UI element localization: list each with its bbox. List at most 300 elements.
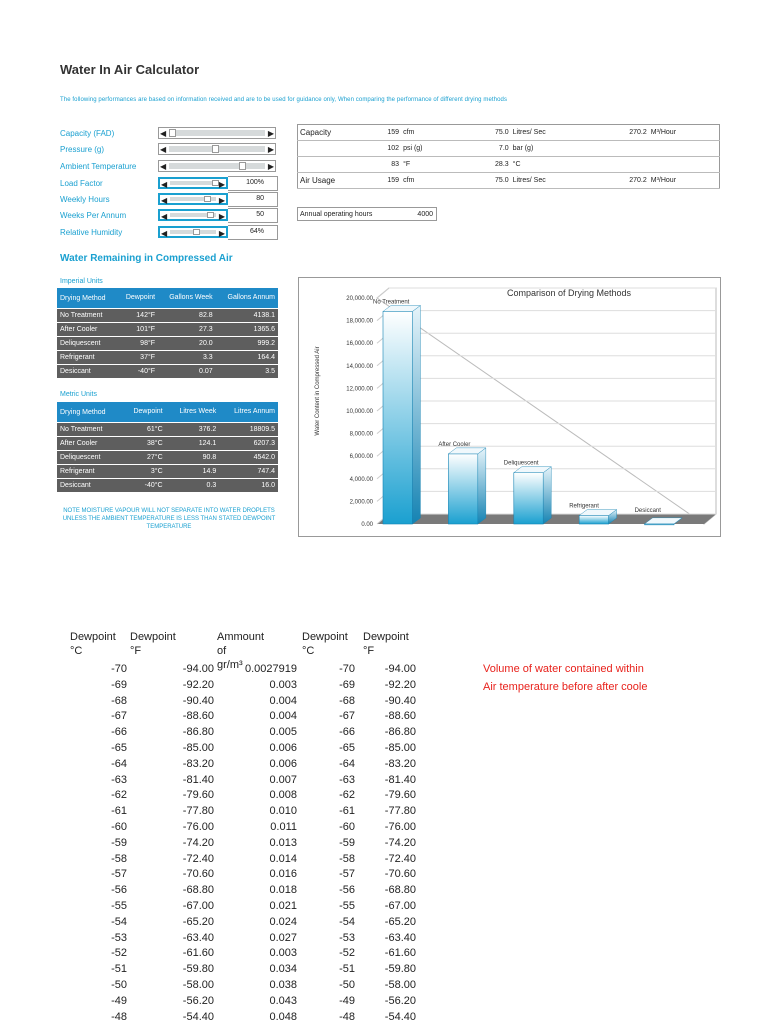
data-cell: 0.014 [269,852,297,865]
data-header-unit: °F [363,645,375,657]
conversion-cell [649,141,720,157]
data-column-header [70,630,116,658]
conversion-cell: 7.0 [460,141,510,157]
slider-thumb[interactable] [212,145,219,153]
units-header: Litres Week [166,402,220,423]
data-cell: -68 [111,694,127,707]
data-cell: -50 [111,979,127,991]
data-cell: -63 [111,773,127,786]
data-cell: -76.00 [384,821,416,833]
conversion-cell [649,157,720,173]
conversion-cell [298,141,369,157]
conversion-cell: 75.0 [460,125,510,141]
units-cell: 98°F [117,337,158,351]
control-label: Pressure (g) [60,145,105,154]
page-title: Water In Air Calculator [60,62,200,77]
slider-thumb[interactable] [169,129,176,137]
chart-bar [383,311,412,524]
arrow-right-icon[interactable]: ▶ [218,196,225,205]
data-cell: -70.60 [182,868,214,881]
data-header-line: Dewpoint [130,631,176,643]
data-cell: -79.60 [182,789,214,802]
data-cell: -86.80 [384,726,416,739]
units-cell: 20.0 [158,337,216,351]
chart-y-tick: 12,000.00 [346,386,373,393]
data-cell: -55 [111,900,127,912]
data-cell: -56.20 [384,994,416,1007]
data-cell: -64 [339,757,355,770]
control-label: Weekly Hours [60,195,110,204]
data-cell: -60 [339,821,355,833]
chart-bar-side [478,448,486,524]
arrow-left-icon[interactable]: ◀ [161,196,168,205]
imperial-label: Imperial Units [60,278,103,285]
units-cell: 18809.5 [219,423,278,437]
table-row [57,465,278,479]
data-cell: -88.60 [182,710,214,723]
control-slider[interactable] [158,160,276,172]
data-cell: -59 [111,836,127,849]
red-note-line-2: Air temperature before after coole [483,681,648,693]
units-cell: 376.2 [166,423,220,437]
units-header: Gallons Week [158,288,216,309]
control-value: 64% [249,228,264,235]
data-cell: -51 [111,963,127,976]
data-cell: -53 [339,931,355,944]
data-cell: -52 [339,947,355,960]
data-cell: -72.40 [384,852,416,865]
annual-hours-value: 4000 [417,211,433,218]
units-cell: -40°C [122,479,166,493]
red-note-line-1: Volume of water contained within [483,663,644,675]
data-cell: -79.60 [384,789,416,802]
data-cell: -54 [111,915,127,928]
data-cell: -94.00 [182,663,214,675]
units-cell: After Cooler [57,437,122,451]
data-cell: -66 [111,726,127,739]
units-cell: 27.3 [158,323,216,337]
data-cell: -58.00 [182,979,214,991]
units-cell: No Treatment [57,423,122,437]
conversion-grid [297,124,720,189]
conversion-cell: Air Usage [298,173,369,189]
dewpoint-note: NOTE MOISTURE VAPOUR WILL NOT SEPARATE INTO WATER DROPLETS UNLESS THE AMBIENT TEMPERATURE IS LESS THAN STATED DEWPOINT TEMPERATURE [62,508,276,530]
data-cell: -65.20 [384,915,416,928]
units-header: Litres Annum [219,402,278,423]
data-cell: -51 [339,963,355,976]
conversion-cell [298,157,369,173]
units-cell: Deliquescent [57,451,122,465]
data-column-header [130,630,176,658]
control-label: Capacity (FAD) [60,129,115,138]
data-cell: -83.20 [182,757,214,770]
units-header: Gallons Annum [216,288,278,309]
data-cell: -90.40 [182,694,214,707]
control-slider[interactable] [158,209,228,221]
data-cell: -88.60 [384,710,416,723]
table-row [57,351,278,365]
data-cell: -90.40 [384,694,416,707]
data-header-line: Ammount of [217,631,265,657]
control-value: 50 [256,211,264,218]
conversion-cell: 159 [368,173,401,189]
data-cell: -58.00 [384,979,416,991]
units-cell: No Treatment [57,309,117,323]
section-title: Water Remaining in Compressed Air [60,253,233,264]
conversion-cell: cfm [401,125,460,141]
units-cell: 0.07 [158,365,216,379]
data-cell: 0.011 [270,821,297,833]
data-cell: 0.004 [269,710,297,723]
conversion-cell: 83 [368,157,401,173]
units-cell: Deliquescent [57,337,117,351]
units-cell: 90.8 [166,451,220,465]
control-slider[interactable] [158,127,276,139]
data-cell: -54.40 [384,1010,416,1023]
data-cell: 0.016 [269,868,297,881]
data-cell: 0.007 [269,773,297,786]
units-cell: 999.2 [216,337,278,351]
control-label: Weeks Per Annum [60,211,127,220]
chart-bar-label: Desiccant [634,508,661,514]
units-cell: 3°C [122,465,166,479]
chart-y-tick: 2,000.00 [349,499,373,506]
units-cell: After Cooler [57,323,117,337]
arrow-left-icon[interactable]: ◀ [161,180,168,189]
data-cell: -72.40 [182,852,214,865]
units-cell: 124.1 [166,437,220,451]
control-label: Ambient Temperature [60,162,137,171]
data-cell: -92.20 [182,678,214,691]
data-cell: -67.00 [182,900,214,912]
arrow-left-icon[interactable]: ◀ [160,162,167,171]
data-cell: -61 [339,805,355,818]
control-slider[interactable] [158,193,228,205]
chart-bar-side [412,305,420,524]
data-cell: 0.038 [269,979,297,991]
control-slider[interactable] [158,177,228,189]
data-cell: -67.00 [384,900,416,912]
control-value: 100% [246,179,264,186]
control-slider[interactable] [158,143,276,155]
data-cell: -81.40 [182,773,214,786]
chart-bar-label: No Treatment [373,299,410,306]
chart-y-tick: 0.00 [361,522,373,528]
data-header-unit: gr/m³ [217,659,243,671]
data-cell: -69 [339,678,355,691]
data-cell: -55 [339,900,355,912]
chart-title: Comparison of Drying Methods [506,288,632,298]
chart-y-label: Water Content in Compressed Air [315,346,321,436]
slider-track[interactable] [169,130,265,136]
units-header: Drying Method [57,288,117,309]
drying-chart [298,277,721,537]
data-cell: -81.40 [384,773,416,786]
chart-y-tick: 20,000.00 [346,296,373,302]
chart-y-tick: 16,000.00 [346,341,373,348]
data-cell: -63 [339,773,355,786]
data-header-line: Dewpoint [363,631,409,643]
conversion-cell: M³/Hour [649,125,720,141]
conversion-cell: 28.3 [460,157,510,173]
arrow-left-icon[interactable]: ◀ [161,229,168,238]
units-cell: 6207.3 [219,437,278,451]
chart-bar [514,473,543,524]
conversion-cell: Litres/ Sec [511,125,601,141]
units-cell: 1365.6 [216,323,278,337]
data-cell: -58 [111,852,127,865]
units-cell: 16.0 [219,479,278,493]
data-cell: 0.004 [269,694,297,707]
data-cell: 0.006 [269,742,297,754]
units-cell: 38°C [122,437,166,451]
data-cell: 0.021 [269,900,297,912]
units-cell: 27°C [122,451,166,465]
imperial-table [57,288,278,379]
chart-bar-label: Refrigerant [569,503,599,510]
arrow-right-icon[interactable]: ▶ [218,212,225,221]
annual-hours-label: Annual operating hours [300,211,373,218]
arrow-right-icon[interactable]: ▶ [267,129,274,138]
data-cell: -74.20 [384,836,416,849]
data-cell: -48 [111,1010,127,1023]
conversion-cell: M³/Hour [649,173,720,189]
conversion-cell: Litres/ Sec [511,173,601,189]
data-cell: 0.008 [269,789,297,802]
data-cell: -50 [339,979,355,991]
chart-bar [579,516,608,524]
data-cell: -56 [339,884,355,897]
conversion-cell: Capacity [298,125,369,141]
chart-y-tick: 8,000.00 [349,431,373,438]
data-header-line: Dewpoint [70,631,116,643]
units-header: Drying Method [57,402,122,423]
data-header-unit: °F [130,645,142,657]
data-cell: -83.20 [384,757,416,770]
data-column-header [302,630,348,658]
data-cell: 0.034 [269,963,297,976]
data-cell: -63.40 [384,931,416,944]
data-cell: -49 [339,994,355,1007]
chart-bar-label: Deliquescent [503,460,539,467]
table-row [57,323,278,337]
data-cell: -65 [111,742,127,754]
table-row [57,479,278,493]
data-cell: 0.003 [269,947,297,960]
chart-y-tick: 18,000.00 [346,318,373,325]
chart-y-tick: 6,000.00 [349,454,373,461]
conversion-row [298,141,720,157]
data-header-unit: °C [302,645,315,657]
units-cell: 14.9 [166,465,220,479]
arrow-left-icon[interactable]: ◀ [161,212,168,221]
data-header-unit: °C [70,645,83,657]
data-cell: -68.80 [384,884,416,897]
data-cell: 0.013 [269,836,297,849]
arrow-left-icon[interactable]: ◀ [160,145,167,154]
data-cell: -49 [111,994,127,1007]
chart-svg [299,278,720,536]
slider-thumb[interactable] [193,229,200,235]
data-cell: 0.003 [269,678,297,691]
conversion-row [298,157,720,173]
arrow-right-icon[interactable]: ▶ [218,180,225,189]
slider-thumb[interactable] [239,162,246,170]
data-cell: 0.005 [269,726,297,739]
annual-hours-box [297,207,437,221]
conversion-cell [601,157,649,173]
conversion-cell: 159 [368,125,401,141]
conversion-cell: cfm [401,173,460,189]
units-cell: 37°F [117,351,158,365]
units-cell: 164.4 [216,351,278,365]
data-cell: 0.018 [269,884,297,897]
slider-thumb[interactable] [207,212,214,218]
units-cell: 3.5 [216,365,278,379]
control-slider[interactable] [158,226,228,238]
units-cell: Desiccant [57,479,122,493]
data-cell: 0.027 [269,931,297,944]
units-cell: 142°F [117,309,158,323]
units-cell: Refrigerant [57,465,122,479]
units-cell: Desiccant [57,365,117,379]
data-cell: -70 [339,663,355,675]
data-cell: -70 [111,663,127,675]
data-cell: -53 [111,931,127,944]
data-cell: -60 [111,821,127,833]
slider-thumb[interactable] [204,196,211,202]
units-cell: Refrigerant [57,351,117,365]
data-cell: -56 [111,884,127,897]
data-cell: -77.80 [182,805,214,818]
control-label: Relative Humidity [60,228,123,237]
conversion-cell: 75.0 [460,173,510,189]
conversion-cell: 270.2 [601,173,649,189]
table-row [57,423,278,437]
data-cell: -64 [111,757,127,770]
data-cell: -62 [339,789,355,802]
conversion-row [298,173,720,189]
slider-track[interactable] [169,163,265,169]
units-cell: 82.8 [158,309,216,323]
data-cell: -59.80 [182,963,214,976]
chart-y-tick: 14,000.00 [346,363,373,370]
data-cell: -66 [339,726,355,739]
data-cell: -54 [339,915,355,928]
control-value: 80 [256,195,264,202]
data-cell: -63.40 [182,931,214,944]
data-cell: -52 [111,947,127,960]
data-cell: -61.60 [384,947,416,960]
chart-bar [448,454,477,524]
data-cell: -67 [111,710,127,723]
table-row [57,337,278,351]
data-cell: -68.80 [182,884,214,897]
data-cell: -65.20 [182,915,214,928]
data-cell: 0.0027919 [245,663,297,675]
data-cell: -69 [111,678,127,691]
units-cell: 4542.0 [219,451,278,465]
units-cell: 4138.1 [216,309,278,323]
conversion-row [298,125,720,141]
data-cell: -85.00 [182,742,214,754]
intro-text: The following performances are based on information received and are to be used for guidance only, When comparing the performance of different drying methods [60,97,508,103]
data-cell: -86.80 [182,726,214,739]
data-cell: -94.00 [384,663,416,675]
chart-bar-label: After Cooler [438,441,471,448]
data-cell: -56.20 [182,994,214,1007]
conversion-cell: 102 [368,141,401,157]
data-cell: -67 [339,710,355,723]
data-cell: -61 [111,805,127,818]
table-row [57,437,278,451]
data-cell: -54.40 [182,1010,214,1023]
data-cell: -59.80 [384,963,416,976]
units-cell: -40°F [117,365,158,379]
data-header-line: Dewpoint [302,631,348,643]
data-cell: -58 [339,852,355,865]
data-cell: -57 [339,868,355,881]
conversion-cell: bar (g) [511,141,601,157]
data-cell: -77.80 [384,805,416,818]
chart-y-tick: 10,000.00 [346,409,373,415]
conversion-cell: 270.2 [601,125,649,141]
slider-track[interactable] [170,181,216,185]
conversion-cell: psi (g) [401,141,460,157]
arrow-right-icon[interactable]: ▶ [218,229,225,238]
data-cell: -48 [339,1010,355,1023]
data-cell: 0.006 [269,757,297,770]
data-cell: -59 [339,836,355,849]
data-cell: -70.60 [384,868,416,881]
data-cell: 0.024 [269,915,297,928]
arrow-right-icon[interactable]: ▶ [267,145,274,154]
data-column-header [363,630,409,658]
data-cell: 0.010 [269,805,297,818]
data-cell: -62 [111,789,127,802]
table-row [57,309,278,323]
conversion-cell [601,141,649,157]
data-cell: -85.00 [384,742,416,754]
control-label: Load Factor [60,179,103,188]
data-cell: -65 [339,742,355,754]
units-cell: 3.3 [158,351,216,365]
data-cell: -74.20 [182,836,214,849]
units-cell: 747.4 [219,465,278,479]
data-cell: -68 [339,694,355,707]
chart-y-tick: 4,000.00 [349,476,373,483]
data-cell: -57 [111,868,127,881]
metric-table [57,402,278,493]
table-row [57,451,278,465]
data-cell: 0.048 [269,1010,297,1023]
data-cell: -76.00 [182,821,214,833]
data-cell: 0.043 [269,994,297,1007]
units-cell: 61°C [122,423,166,437]
units-cell: 0.3 [166,479,220,493]
conversion-cell: °F [401,157,460,173]
data-cell: -92.20 [384,678,416,691]
arrow-right-icon[interactable]: ▶ [267,162,274,171]
conversion-cell: °C [511,157,601,173]
data-cell: -61.60 [182,947,214,960]
metric-label: Metric Units [60,391,97,398]
chart-bar-side [543,467,551,524]
table-row [57,365,278,379]
units-header: Dewpoint [122,402,166,423]
units-header: Dewpoint [117,288,158,309]
arrow-left-icon[interactable]: ◀ [160,129,167,138]
